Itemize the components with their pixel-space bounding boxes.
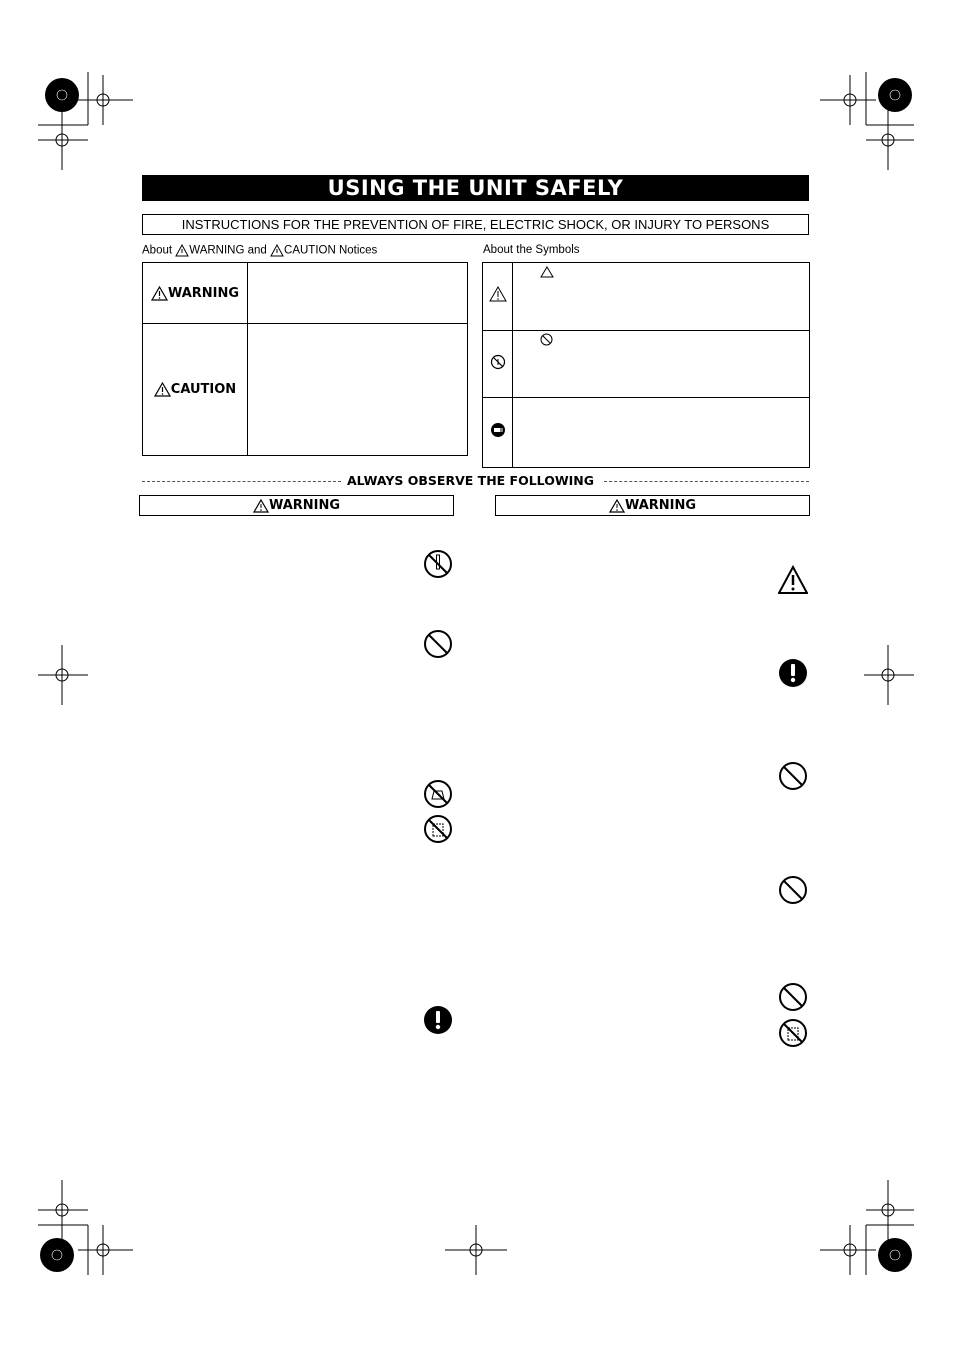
divider-left xyxy=(142,481,341,482)
left-warning-header: WARNING xyxy=(139,495,454,516)
observe-heading: ALWAYS OBSERVE THE FOLLOWING xyxy=(347,473,594,488)
triangle-symbol-description xyxy=(513,263,810,331)
caution-description xyxy=(248,324,468,456)
page-title: USING THE UNIT SAFELY xyxy=(142,175,809,201)
instructions-subtitle: INSTRUCTIONS FOR THE PREVENTION OF FIRE, ELECTRIC SHOCK, OR INJURY TO PERSONS xyxy=(142,214,809,235)
caution-triangle-icon xyxy=(154,382,171,397)
prohibited-icon xyxy=(778,982,808,1012)
prohibited-symbol-icon xyxy=(490,354,506,370)
mandatory-action-icon xyxy=(423,1005,453,1035)
warning-triangle-icon xyxy=(151,286,168,301)
warning-triangle-icon xyxy=(253,499,269,513)
prohibited-icon xyxy=(778,875,808,905)
about-symbols-label: About the Symbols xyxy=(483,244,580,256)
warning-triangle-icon xyxy=(609,499,625,513)
prohibited-symbol-description xyxy=(513,331,810,398)
triangle-symbol-icon xyxy=(489,286,507,302)
caution-triangle-icon xyxy=(778,565,808,595)
no-wet-hands-icon xyxy=(423,814,453,844)
warning-description xyxy=(248,263,468,324)
about-notices-label: About WARNING and CAUTION Notices xyxy=(142,244,378,257)
no-water-icon xyxy=(423,779,453,809)
prohibited-icon xyxy=(778,761,808,791)
no-wet-hands-icon xyxy=(778,1018,808,1048)
unplug-symbol-icon xyxy=(490,422,506,438)
warning-label: WARNING xyxy=(167,285,240,301)
notices-table xyxy=(142,262,468,456)
small-triangle-icon xyxy=(540,266,554,278)
caution-label: CAUTION xyxy=(170,382,237,397)
caution-cell xyxy=(143,324,248,456)
right-warning-header: WARNING xyxy=(495,495,810,516)
unplug-symbol-description xyxy=(513,398,810,468)
warning-triangle-icon xyxy=(175,244,189,257)
divider-right xyxy=(604,481,809,482)
do-not-disassemble-icon xyxy=(423,549,453,579)
caution-triangle-icon xyxy=(270,244,284,257)
mandatory-action-icon xyxy=(778,658,808,688)
symbols-table xyxy=(482,262,810,468)
warning-cell xyxy=(143,263,248,324)
prohibited-icon xyxy=(423,629,453,659)
small-prohibited-icon xyxy=(540,333,553,346)
